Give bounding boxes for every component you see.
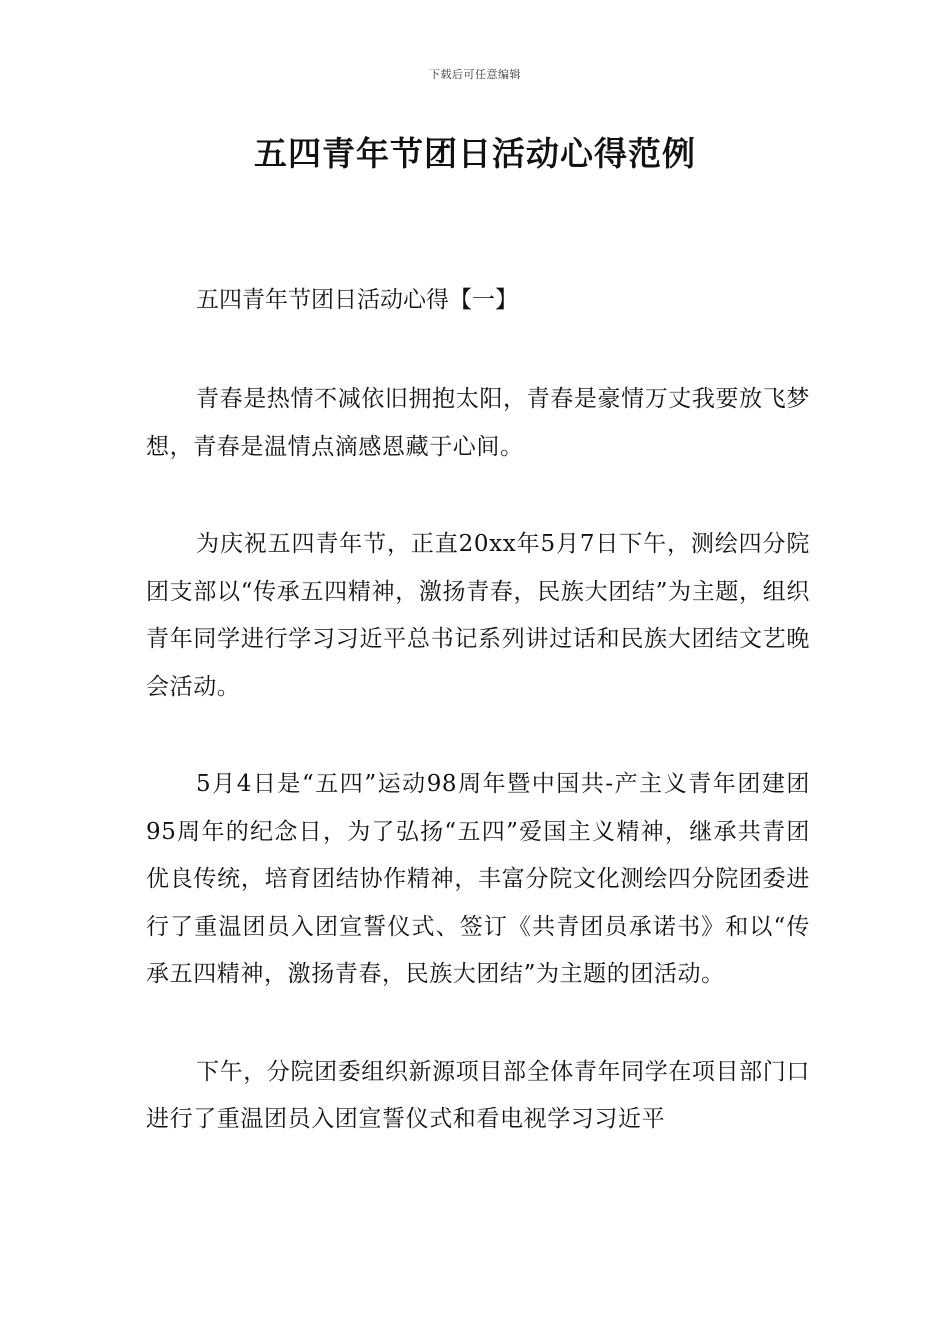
paragraph: 为庆祝五四青年节，正直20xx年5月7日下午，测绘四分院团支部以“传承五四精神，激扬青春，民族大团结”为主题，组织青年同学进行学习习近平总书记系列讲过话和民族大团结文艺晚会活动。 bbox=[146, 531, 810, 700]
header-note: 下载后可任意编辑 bbox=[429, 68, 521, 81]
section-heading: 五四青年节团日活动心得【一】 bbox=[196, 287, 518, 313]
paragraph: 5月4日是“五四”运动98周年暨中国共-产主义青年团建团95周年的纪念日，为了弘扬“五四”爱国主义精神，继承共青团优良传统，培育团结协作精神，丰富分院文化测绘四分院团委进行了重温团员入团宣誓仪式、签订《共青团员承诺书》和以“传承五四精神，激扬青春，民族大团结”为主题的团活动。 bbox=[146, 771, 810, 987]
document-body bbox=[146, 281, 810, 1144]
document-title: 五四青年节团日活动心得范例 bbox=[254, 134, 696, 173]
paragraph: 青春是热情不减依旧拥抱太阳，青春是豪情万丈我要放飞梦想，青春是温情点滴感恩藏于心间。 bbox=[146, 386, 810, 460]
paragraph: 下午，分院团委组织新源项目部全体青年同学在项目部门口进行了重温团员入团宣誓仪式和看电视学习习近平 bbox=[146, 1058, 810, 1132]
